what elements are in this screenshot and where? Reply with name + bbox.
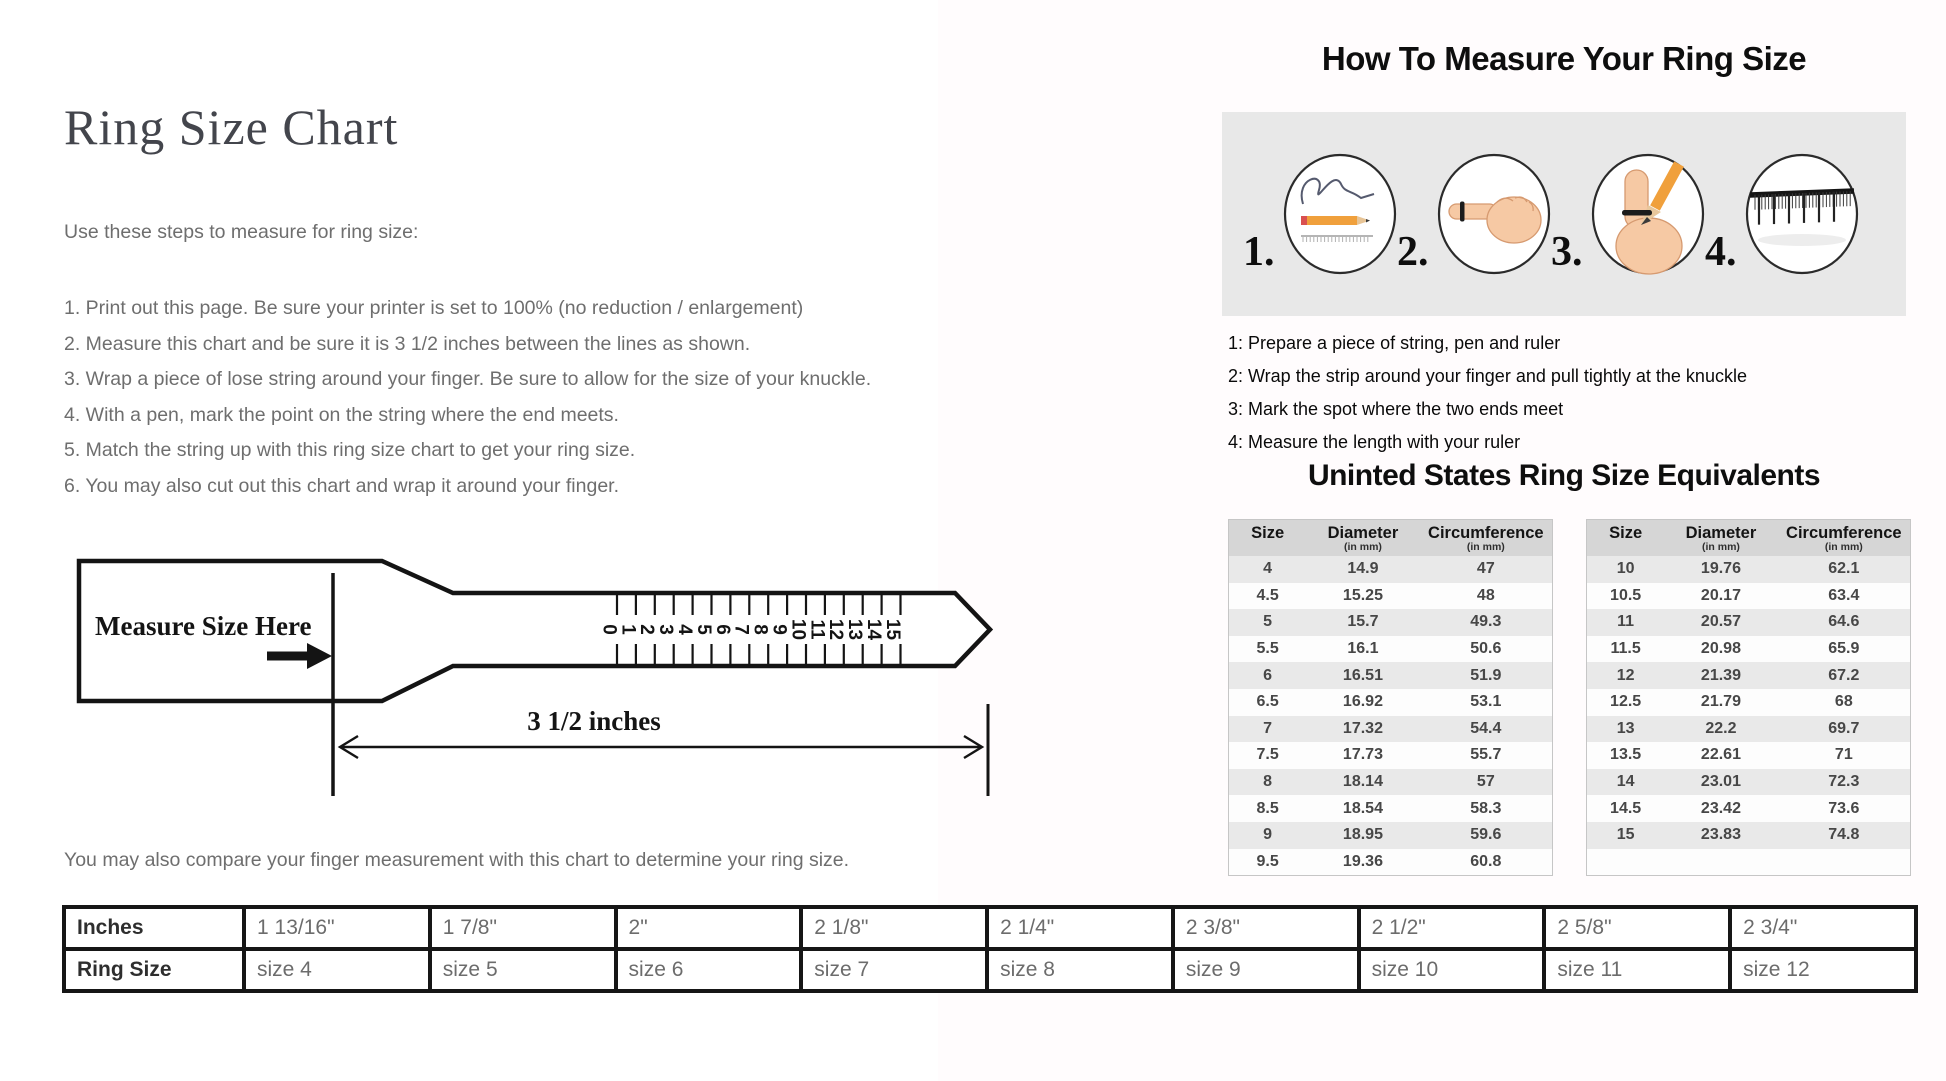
eq-cell: 74.8 [1828, 826, 1860, 844]
eq-cell: 63.4 [1828, 586, 1860, 604]
eq-cell: 65.9 [1828, 640, 1860, 658]
eq-cell: 58.3 [1470, 799, 1502, 817]
eq-cell: 62.1 [1828, 560, 1860, 578]
intro-subtitle: Use these steps to measure for ring size: [64, 221, 419, 243]
eq-cell: 11 [1617, 613, 1635, 631]
illustration-band [1222, 112, 1906, 316]
eq-cell: 18.14 [1342, 773, 1383, 791]
eq-row [1587, 742, 1911, 769]
eq-cell: 17.73 [1342, 746, 1383, 764]
how-to-step: 4: Measure the length with your ruler [1228, 432, 1521, 452]
illustration-step-3 [1551, 152, 1707, 276]
eq-cell: 14.9 [1347, 560, 1379, 578]
conversion-cell: size 12 [1730, 949, 1916, 991]
tick-label: 4 [673, 624, 695, 635]
eq-row [1587, 583, 1911, 610]
eq-cell: 12 [1616, 666, 1635, 684]
eq-cell: 21.79 [1700, 693, 1741, 711]
tick-label: 3 [655, 624, 677, 635]
tick-label: 11 [806, 619, 828, 640]
tick-label: 9 [768, 624, 790, 635]
conversion-cell: 2 1/2" [1359, 907, 1545, 949]
eq-cell: 9.5 [1256, 852, 1279, 870]
equivalents-tables [1228, 519, 1911, 876]
eq-cell: 10.5 [1610, 586, 1642, 604]
conversion-header-cell: Inches [64, 907, 244, 949]
step-number: 3. [1551, 229, 1583, 275]
eq-row [1229, 662, 1553, 689]
eq-row [1229, 822, 1553, 849]
page-title: Ring Size Chart [64, 99, 399, 155]
eq-cell: 8 [1263, 773, 1273, 791]
eq-row [1229, 716, 1553, 743]
eq-cell: 15 [1616, 826, 1635, 844]
eq-row [1229, 742, 1553, 769]
eq-cell: 73.6 [1828, 799, 1860, 817]
eq-row [1587, 689, 1911, 716]
eq-header-row [1587, 520, 1911, 557]
conversion-cell: 2 1/4" [987, 907, 1173, 949]
eq-cell: 9 [1263, 826, 1273, 844]
eq-cell: 22.2 [1705, 719, 1737, 737]
eq-cell: 5.5 [1256, 640, 1279, 658]
dimension-line [340, 736, 982, 758]
eq-cell: 53.1 [1470, 693, 1502, 711]
eq-cell: 11.5 [1610, 640, 1641, 658]
how-to-step: 3: Mark the spot where the two ends meet [1228, 399, 1564, 419]
compare-note: You may also compare your finger measurement with this chart to determine your ring size. [64, 849, 850, 871]
eq-header-row [1229, 520, 1553, 557]
conversion-cell: size 9 [1173, 949, 1359, 991]
eq-row [1587, 795, 1911, 822]
eq-cell [1664, 849, 1777, 876]
conversion-cell: 2 1/8" [801, 907, 987, 949]
conversion-cell: 1 7/8" [430, 907, 616, 949]
conversion-row-ring-size [64, 949, 1916, 991]
eq-cell: 15.25 [1342, 586, 1383, 604]
eq-row [1229, 689, 1553, 716]
how-to-step: 2: Wrap the strip around your finger and pull tightly at the knuckle [1228, 366, 1747, 386]
tick-label: 1 [617, 624, 639, 635]
eq-cell: 49.3 [1470, 613, 1502, 631]
string-around-finger-icon [1435, 152, 1553, 276]
dimension-label: 3 1/2 inches [527, 706, 661, 736]
eq-cell: 54.4 [1470, 719, 1502, 737]
eq-cell: 5 [1263, 613, 1273, 631]
eq-cell: 21.39 [1700, 666, 1741, 684]
illustration-step-1 [1243, 152, 1399, 276]
conversion-cell: 2 3/4" [1730, 907, 1916, 949]
instruction-step: 3. Wrap a piece of lose string around your finger. Be sure to allow for the size of your knuckle. [64, 368, 872, 390]
instruction-step: 5. Match the string up with this ring size chart to get your ring size. [64, 439, 636, 461]
instruction-step: 1. Print out this page. Be sure your printer is set to 100% (no reduction / enlargement) [64, 297, 804, 319]
eq-cell: 8.5 [1256, 799, 1279, 817]
eq-cell: 16.92 [1342, 693, 1383, 711]
string-and-pencil-icon [1281, 152, 1399, 276]
eq-cell: 13 [1616, 719, 1635, 737]
eq-row [1229, 849, 1553, 876]
eq-cell: 48 [1476, 586, 1495, 604]
ring-sizer-diagram [74, 558, 1022, 810]
eq-cell: 20.98 [1700, 640, 1741, 658]
conversion-cell: size 11 [1544, 949, 1730, 991]
conversion-cell: size 10 [1359, 949, 1545, 991]
eq-cell: 7.5 [1256, 746, 1279, 764]
eq-cell: 13.5 [1610, 746, 1642, 764]
eq-cell: 55.7 [1470, 746, 1502, 764]
eq-row [1229, 636, 1553, 663]
eq-row [1229, 583, 1553, 610]
conversion-cell: size 7 [801, 949, 987, 991]
eq-row [1587, 636, 1911, 663]
eq-header-cell: Circumference (in mm) [1778, 520, 1911, 557]
eq-cell: 7 [1263, 719, 1273, 737]
tick-label: 5 [692, 624, 714, 635]
tick-label: 10 [787, 618, 809, 641]
illustration-step-4 [1705, 152, 1861, 276]
eq-row [1229, 556, 1553, 583]
tick-label: 0 [598, 624, 620, 635]
tick-label: 6 [711, 624, 733, 635]
conversion-row-inches [64, 907, 1916, 949]
tick-label: 12 [825, 618, 847, 641]
eq-cell: 18.95 [1342, 826, 1383, 844]
step-number: 2. [1397, 229, 1429, 275]
eq-cell: 14 [1616, 773, 1635, 791]
instruction-step: 2. Measure this chart and be sure it is 3 1/2 inches between the lines as shown. [64, 332, 751, 355]
equivalents-title: Uninted States Ring Size Equivalents [1307, 459, 1821, 492]
how-to-step: 1: Prepare a piece of string, pen and ruler [1228, 333, 1561, 353]
eq-row [1587, 662, 1911, 689]
eq-cell: 20.57 [1700, 613, 1741, 631]
eq-row [1587, 769, 1911, 796]
eq-cell: 18.54 [1342, 799, 1383, 817]
how-to-title: How To Measure Your Ring Size [1321, 40, 1807, 77]
how-to-step-list [1228, 331, 1747, 463]
eq-cell: 16.1 [1347, 640, 1379, 658]
conversion-cell: 1 13/16" [244, 907, 430, 949]
tick-label: 14 [862, 618, 884, 641]
eq-cell: 68 [1834, 693, 1853, 711]
eq-header-cell: Diameter (in mm) [1664, 520, 1777, 557]
eq-cell: 57 [1476, 773, 1495, 791]
tick-label: 13 [844, 618, 866, 641]
eq-cell: 20.17 [1700, 586, 1741, 604]
eq-cell: 6 [1263, 666, 1273, 684]
conversion-cell: 2 3/8" [1173, 907, 1359, 949]
eq-cell: 12.5 [1610, 693, 1642, 711]
eq-header-cell: Size [1587, 520, 1665, 557]
eq-cell: 6.5 [1256, 693, 1279, 711]
eq-cell: 22.61 [1700, 746, 1741, 764]
eq-cell: 16.51 [1342, 666, 1383, 684]
conversion-cell: size 8 [987, 949, 1173, 991]
instruction-step: 6. You may also cut out this chart and wrap it around your finger. [64, 474, 619, 497]
conversion-cell: 2 5/8" [1544, 907, 1730, 949]
eq-cell [1778, 849, 1911, 876]
eq-cell: 19.76 [1700, 560, 1741, 578]
eq-cell: 51.9 [1470, 666, 1502, 684]
eq-cell [1587, 849, 1665, 876]
eq-header-cell: Size [1229, 520, 1307, 557]
eq-cell: 71 [1834, 746, 1853, 764]
equivalents-table-right [1586, 519, 1911, 876]
step-number: 1. [1243, 229, 1275, 275]
eq-cell: 15.7 [1347, 613, 1379, 631]
inches-conversion-table [62, 905, 1918, 993]
instruction-list [64, 291, 871, 504]
conversion-cell: 2" [616, 907, 802, 949]
eq-cell: 4 [1263, 560, 1273, 578]
eq-row [1587, 849, 1911, 876]
eq-row [1587, 556, 1911, 583]
tick-label: 7 [730, 624, 752, 635]
tick-label: 8 [749, 624, 771, 635]
mark-knuckle-icon [1589, 152, 1707, 276]
measure-size-here-label: Measure Size Here [95, 611, 312, 641]
eq-row [1229, 609, 1553, 636]
eq-cell: 10 [1616, 560, 1635, 578]
eq-header-cell: Circumference (in mm) [1420, 520, 1553, 557]
conversion-header-cell: Ring Size [64, 949, 244, 991]
eq-row [1587, 609, 1911, 636]
eq-cell: 60.8 [1470, 852, 1502, 870]
illustration-row [1222, 112, 1906, 316]
eq-cell: 17.32 [1342, 719, 1383, 737]
eq-cell: 50.6 [1470, 640, 1502, 658]
eq-cell: 47 [1476, 560, 1495, 578]
eq-cell: 23.01 [1700, 773, 1741, 791]
eq-cell: 64.6 [1828, 613, 1860, 631]
step-number: 4. [1705, 229, 1737, 275]
eq-cell: 72.3 [1828, 773, 1860, 791]
eq-cell: 67.2 [1828, 666, 1860, 684]
conversion-cell: size 4 [244, 949, 430, 991]
eq-cell: 23.83 [1700, 826, 1741, 844]
conversion-cell: size 6 [616, 949, 802, 991]
eq-row [1587, 716, 1911, 743]
tick-label: 2 [636, 624, 658, 635]
eq-row [1587, 822, 1911, 849]
eq-cell: 19.36 [1342, 852, 1383, 870]
tick-label: 15 [881, 618, 903, 641]
eq-cell: 59.6 [1470, 826, 1502, 844]
eq-row [1229, 769, 1553, 796]
illustration-step-2 [1397, 152, 1553, 276]
eq-header-cell: Diameter (in mm) [1306, 520, 1419, 557]
conversion-cell: size 5 [430, 949, 616, 991]
ruler-icon [1743, 152, 1861, 276]
eq-cell: 69.7 [1828, 719, 1860, 737]
instruction-step: 4. With a pen, mark the point on the string where the end meets. [64, 403, 619, 426]
eq-cell: 14.5 [1610, 799, 1642, 817]
eq-row [1229, 795, 1553, 822]
eq-cell: 23.42 [1700, 799, 1741, 817]
equivalents-table-left [1228, 519, 1553, 876]
eq-cell: 4.5 [1256, 586, 1279, 604]
